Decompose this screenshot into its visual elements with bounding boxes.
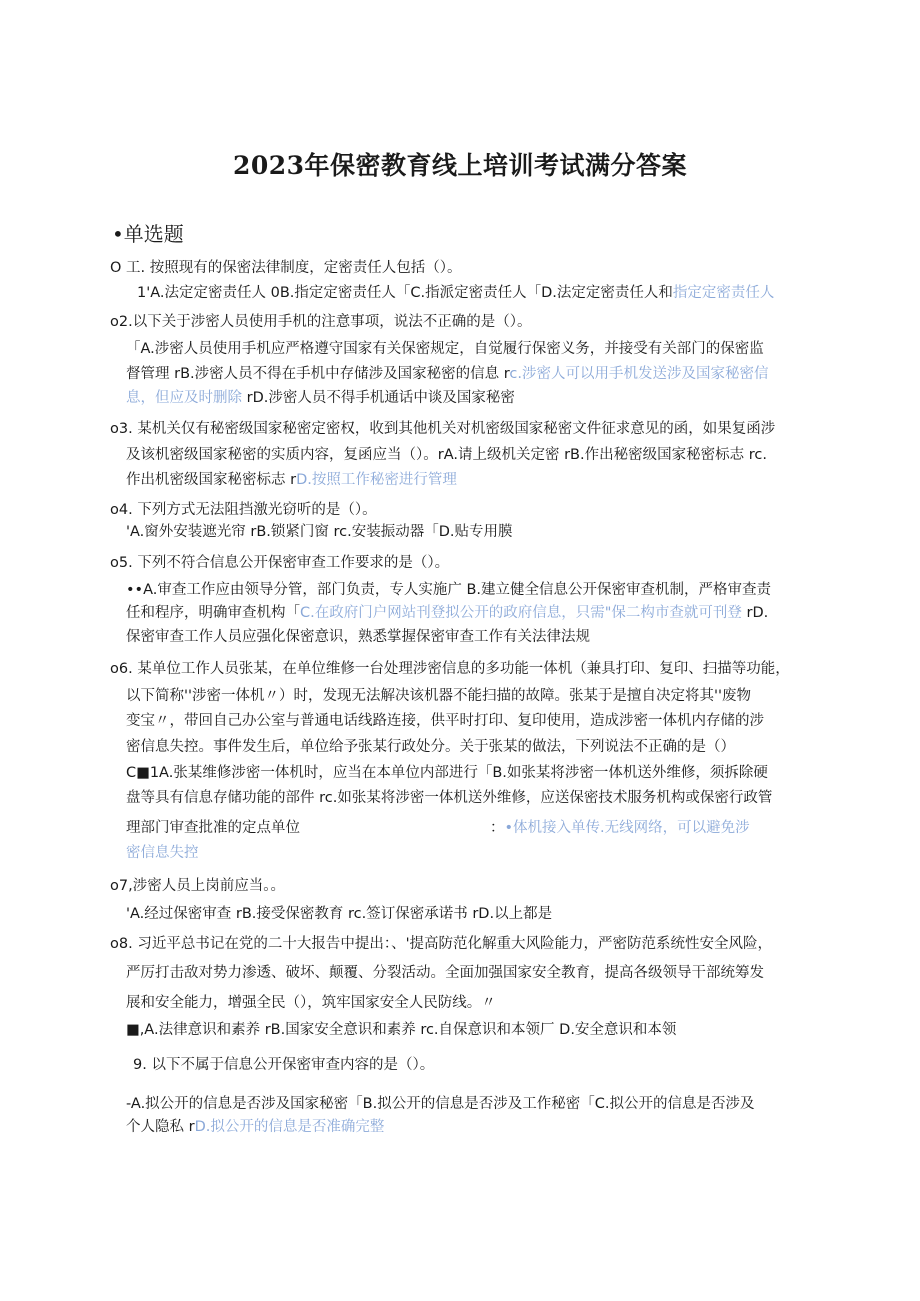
highlighted-answer-text: 指定定密责任人 (672, 285, 775, 301)
text-line (126, 364, 768, 384)
text-segment: 1'A.法定定密责任人 0B.指定定密责任人「C.指派定密责任人「D.法定定密责任人和 (137, 285, 673, 301)
text-line (126, 818, 750, 838)
text-line (126, 843, 199, 863)
text-segment: 'A.经过保密审查 rB.接受保密教育 rc.签订保密承诺书 rD.以上都是 (126, 906, 553, 922)
text-segment: 9. 以下不属于信息公开保密审查内容的是（）。 (133, 1057, 435, 1073)
text-line (126, 904, 552, 924)
highlighted-answer-text: D.按照工作秘密进行管理 (296, 472, 457, 488)
text-segment: o7,涉密人员上岗前应当。。 (110, 878, 285, 894)
text-line (126, 711, 764, 731)
text-line (126, 993, 496, 1013)
text-line (137, 283, 774, 303)
text-line (126, 388, 515, 408)
document-title: 2023年保密教育线上培训考试满分答案 (232, 151, 688, 180)
text-segment: o4. 下列方式无法阻挡激光窃听的是（）。 (110, 502, 377, 518)
text-line (133, 1055, 434, 1075)
text-segment: 作出机密级国家秘密标志 r (126, 472, 297, 488)
text-line (126, 1020, 676, 1040)
text-segment: C■1A.张某维修涉密一体机时，应当在本单位内部进行「B.如张某将涉密一体机送外维修，须拆除硬 (126, 765, 768, 781)
text-segment: 「A.涉密人员使用手机应严格遵守国家有关保密规定，自觉履行保密义务，并接受有关部门的保密监 (126, 341, 764, 357)
highlighted-answer-text: C.在政府门户网站刊登拟公开的政府信息，只需"保二构市查就可刊登 (300, 605, 742, 621)
text-segment: 盘等具有信息存储功能的部件 rc.如张某将涉密一体机送外维修，应送保密技术服务机构或保密行政管 (126, 790, 773, 806)
highlighted-answer-text: 息，但应及时删除 (126, 390, 242, 406)
text-segment: rD. (741, 605, 769, 621)
text-segment: 保密审查工作人员应强化保密意识，熟悉掌握保密审查工作有关法律法规 (126, 629, 590, 645)
highlighted-answer-text: c.涉密人可以用手机发送涉及国家秘密信 (509, 366, 769, 382)
text-line (126, 686, 751, 706)
text-segment: 变宝〃，带回自己办公室与普通电话线路连接，供平时打印、复印使用，造成涉密一体机内存储的涉 (126, 713, 764, 729)
text-segment: 'A.窗外安装遮光帘 rB.锁紧门窗 rc.安装振动器「D.贴专用膜 (126, 524, 513, 540)
text-segment: 以下简称''涉密一体机〃）时，发现无法解决该机器不能扫描的故障。张某于是擅自决定将其''废物 (126, 688, 751, 704)
text-line (110, 419, 775, 439)
text-line (110, 876, 285, 896)
text-segment: o8. 习近平总书记在党的二十大报告中提出：、'提高防范化解重大风险能力，严密防范系统性安全风险， (110, 936, 773, 952)
text-segment: 任和程序，明确审查机构「 (126, 605, 300, 621)
text-line (110, 553, 449, 573)
text-segment: 密信息失控。事件发生后，单位给予张某行政处分。关于张某的做法，下列说法不正确的是（） (126, 739, 735, 755)
text-line (126, 580, 771, 600)
text-line (126, 445, 767, 465)
text-line (126, 470, 457, 490)
text-line (126, 763, 768, 783)
text-segment: 个人隐私 r (126, 1119, 195, 1135)
text-segment: 严厉打击敌对势力渗透、破坏、颠覆、分裂活动。全面加强国家安全教育，提高各级领导干部统筹发 (126, 965, 764, 981)
text-line (126, 788, 772, 808)
text-segment: ： (490, 820, 505, 836)
text-segment: 督管理 rB.涉密人员不得在手机中存储涉及国家秘密的信息 r (126, 366, 510, 382)
text-segment: o6. 某单位工作人员张某，在单位维修一台处理涉密信息的多功能一体机（兼具打印、复印、扫描等功能， (110, 661, 790, 677)
text-line (126, 522, 513, 542)
text-line (126, 1094, 754, 1114)
text-segment: ■,A.法律意识和素养 rB.国家安全意识和素养 rc.自保意识和本领厂 D.安全意识和本领 (126, 1022, 677, 1038)
text-segment: O 工. 按照现有的保密法律制度，定密责任人包括（）。 (110, 260, 462, 276)
text-line (110, 312, 531, 332)
text-line (126, 1117, 384, 1137)
highlighted-answer-text: •体机接入单传.无线网络，可以避免涉 (504, 820, 750, 836)
text-line (110, 659, 790, 679)
text-line (126, 627, 590, 647)
section-heading: •单选题 (112, 222, 184, 246)
text-line (110, 934, 772, 954)
text-line (126, 963, 764, 983)
text-line (110, 500, 377, 520)
text-segment: -A.拟公开的信息是否涉及国家秘密「B.拟公开的信息是否涉及工作秘密「C.拟公开的信息是否涉及 (126, 1096, 755, 1112)
highlighted-answer-text: D.拟公开的信息是否准确完整 (194, 1119, 385, 1135)
text-segment: 理部门审查批准的定点单位 (126, 820, 300, 836)
text-segment: 展和安全能力，增强全民（），筑牢国家安全人民防线。〃 (126, 995, 496, 1011)
text-line (126, 339, 764, 359)
highlighted-answer-text: 密信息失控 (126, 845, 199, 861)
text-segment: o3. 某机关仅有秘密级国家秘密定密权，收到其他机关对机密级国家秘密文件征求意见的函，如果复函涉 (110, 421, 776, 437)
text-segment: o5. 下列不符合信息公开保密审查工作要求的是（）。 (110, 555, 450, 571)
text-segment: rD.涉密人员不得手机通话中谈及国家秘密 (242, 390, 515, 406)
text-line (126, 603, 768, 623)
text-segment: 及该机密级国家秘密的实质内容，复函应当（）。rA.请上级机关定密 rB.作出秘密级国家秘密标志 rc. (126, 447, 767, 463)
text-line (110, 258, 462, 278)
text-segment: o2.以下关于涉密人员使用手机的注意事项，说法不正确的是（）。 (110, 314, 532, 330)
text-segment: ••A.审查工作应由领导分管，部门负责，专人实施广 B.建立健全信息公开保密审查机制，严格审查责 (126, 582, 772, 598)
text-line (126, 737, 735, 757)
